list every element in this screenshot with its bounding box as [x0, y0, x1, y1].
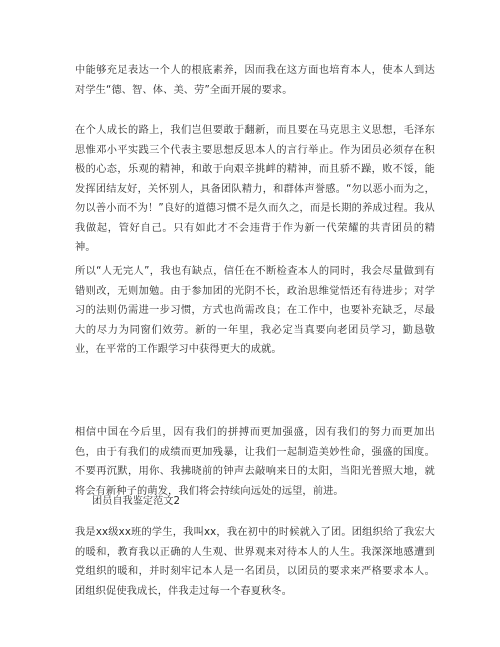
paragraph-1: 中能够充足表达一个人的根底素养，因而我在这方面也培育本人，使本人到达对学生“德、智、体、美、劳”全面开展的要求。	[75, 65, 435, 96]
paragraph-3: 所以“人无完人”，我也有缺点，信任在不断检查本人的同时，我会尽量做到有错则改，无则加勉。由于参加团的光阴不长，政治思维觉悟还有待进步；对学习的法则仍需进一步习惯，方式也尚需改良；在工作中，也要补充缺乏，尽最大的尽力为同窗们效劳。新的一年里，我必定当真要向老团员学习，勤恳敬业，在平常的工作跟学习中获得更大的成就。	[75, 266, 435, 355]
paragraph-4: 相信中国在今后里，因有我们的拼搏而更加强盛，因有我们的努力而更加出色，由于有我们的成绩而更加残暴，让我们一起制造美妙性命，强盛的国度。不要再沉默，用你、我拂晓前的钟声去敲响来日的太阳，当阳光普照大地，就将会有新种子的萌发，我们将会持续向远处的远望，前进。	[75, 427, 435, 497]
paragraph-5: 我是xx级xx班的学生，我叫xx，我在初中的时候就入了团。团组织给了我宏大的暖和，教育我以正确的人生观、世界观来对待本人的人生。我深深地感遭到党组织的暖和，并时刻牢记本人是一名团员，以团员的要求来严格要求本人。团组织促使我成长，伴我走过每一个春夏秋冬。	[75, 527, 435, 597]
paragraph-2: 在个人成长的路上，我们岂但要敢于翻新，而且要在马克思主义思想，毛泽东思惟邓小平实践三个代表主要思想反思本人的言行举止。作为团员必须存在积极的心态，乐观的精神，和敢于向艰辛挑衅的精神，而且骄不躁，败不馁，能发挥团结友好，关怀别人，具备团队精力，和群体声誉感。“勿以恶小而为之，勿以善小而不为！”良好的道德习惯不是久而久之，而是长期的养成过程。我从我做起，管好自己。只有如此才不会违背于作为新一代荣耀的共青团员的精神。	[75, 125, 435, 253]
section-heading: 团员自我鉴定范文2	[92, 496, 180, 507]
